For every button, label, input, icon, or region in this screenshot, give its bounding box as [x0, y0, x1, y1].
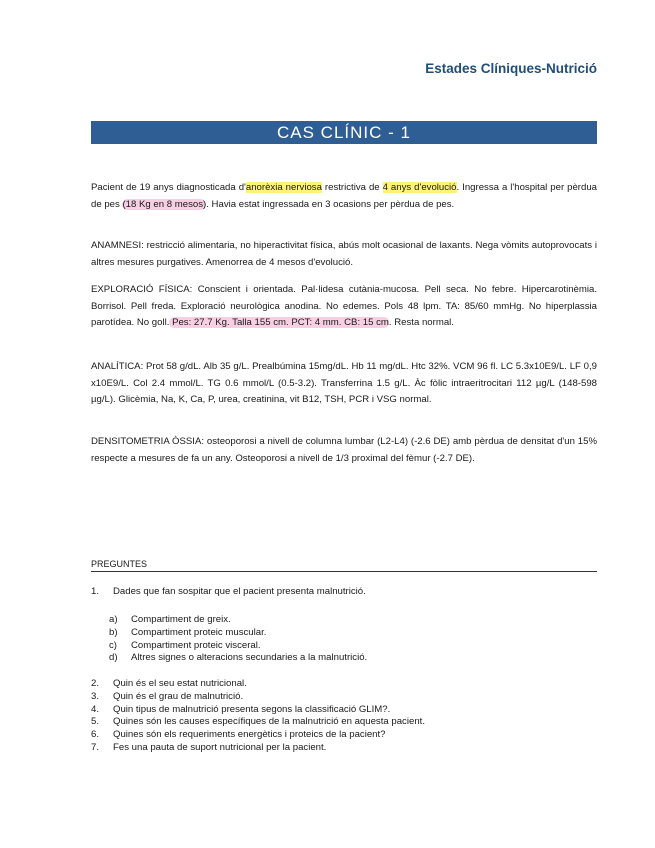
question-number: 5. [91, 716, 100, 728]
question-number: 1. [91, 586, 100, 597]
exploracio-highlight-anthropometry: Pes: 27.7 Kg. Talla 155 cm. PCT: 4 mm. CB: 15 cm [169, 317, 389, 328]
question-list-rest [91, 678, 597, 755]
exploracio-text-2: . Resta normal. [388, 317, 454, 328]
intro-highlight-weight-loss: (18 Kg en 8 mesos) [122, 198, 207, 210]
question-item [91, 742, 597, 755]
intro-text-3: . Ingressa a l'hospital per pèrdua de pes [91, 182, 597, 210]
question-text: Quin és el grau de malnutrició. [113, 690, 244, 702]
sub-question-letter: a) [109, 614, 118, 625]
case-title-banner [91, 121, 597, 144]
question-item [91, 704, 597, 717]
intro-highlight-evolution: 4 anys d'evolució [382, 182, 457, 193]
question-number: 2. [91, 678, 100, 689]
questions-heading: PREGUNTES [91, 559, 597, 572]
question-item [91, 691, 597, 704]
exploracio-paragraph [91, 282, 597, 332]
question-text: Quines són els requeriments energètics i proteics de la pacient? [113, 729, 386, 741]
intro-paragraph [91, 180, 597, 213]
question-text: Quines són les causes específiques de la malnutrició en aquesta pacient. [113, 716, 425, 728]
question-item [91, 678, 597, 691]
analitica-paragraph: ANALÍTICA: Prot 58 g/dL. Alb 35 g/L. Prealbúmina 15mg/dL. Hb 11 mg/dL. Htc 32%. VCM 96 fl. LC 5.3x10E9/L. LF 0,9 x10E9/L. Col 2.4 mmol/L. TG 0.6 mmol/L (0.5-3.2). Transferrina 1.5 g/L. Àc fòlic intraeritrocitari 112 µg/L (148-598 µg/L). Glicèmia, Na, K, Ca, P, urea, creatinina, vit B12, TSH, PCR i VSG normal. [91, 361, 597, 405]
anamnesi-paragraph: ANAMNESI: restricció alimentaria, no hiperactivitat física, abús molt ocasional de laxants. Nega vòmits autoprovocats i altres mesures purgatives. Amenorrea de 4 mesos d'evolució. [91, 240, 597, 268]
question-number: 6. [91, 729, 100, 741]
case-title: CAS CLÍNIC - 1 [277, 123, 411, 142]
sub-question-text: Compartiment de greix. [131, 614, 231, 625]
question-item [91, 729, 597, 742]
question-number: 4. [91, 703, 100, 715]
sub-question-letter: b) [109, 626, 118, 638]
sub-question-item [109, 614, 597, 627]
document-header-title: Estades Clíniques-Nutrició [425, 61, 597, 76]
question-text: Quin tipus de malnutrició presenta segons la classificació GLIM?. [113, 703, 391, 715]
question-item [91, 586, 597, 597]
intro-text-4: . Havia estat ingressada en 3 ocasions per pèrdua de pes. [206, 198, 455, 210]
sub-question-item [109, 627, 597, 640]
sub-question-item [109, 640, 597, 653]
question-item [91, 716, 597, 729]
sub-question-text: Compartiment proteic visceral. [131, 639, 261, 651]
intro-highlight-diagnosis: anorèxia nerviosa [245, 182, 322, 193]
question-number: 3. [91, 690, 100, 702]
question-text: Quin és el seu estat nutricional. [113, 678, 247, 689]
question-number: 7. [91, 741, 100, 753]
question-text: Fes una pauta de suport nutricional per la pacient. [113, 741, 327, 753]
exploracio-text-1: EXPLORACIÓ FÍSICA: Conscient i orientada. Pal·lidesa cutània-mucosa. Pell seca. No febre. Hipercarotinèmia. Borrisol. Pell freda. Exploració neurològica anodina. No edemes. Pols 48 lpm. TA: 85/60 mmHg. No hiperplassia parotídea. No goll. [91, 284, 597, 328]
sub-question-list [109, 614, 597, 665]
densitometria-paragraph: DENSITOMETRIA ÒSSIA: osteoporosi a nivell de columna lumbar (L2-L4) (-2.6 DE) amb pèrdua de densitat d'un 15% respecte a mesures de fa un any. Osteoporosi a nivell de 1/3 proximal del fèmur (-2.7 DE). [91, 436, 597, 464]
sub-question-letter: d) [109, 652, 118, 664]
sub-question-letter: c) [109, 639, 117, 651]
sub-question-text: Altres signes o alteracions secundaries a la malnutrició. [131, 652, 368, 664]
intro-text-1: Pacient de 19 anys diagnosticada d' [91, 182, 246, 193]
question-list-first [91, 586, 597, 597]
sub-question-text: Compartiment proteic muscular. [131, 626, 267, 638]
sub-question-item [109, 652, 597, 665]
question-text: Dades que fan sospitar que el pacient presenta malnutrició. [113, 586, 366, 597]
intro-text-2: restrictiva de [321, 182, 383, 193]
